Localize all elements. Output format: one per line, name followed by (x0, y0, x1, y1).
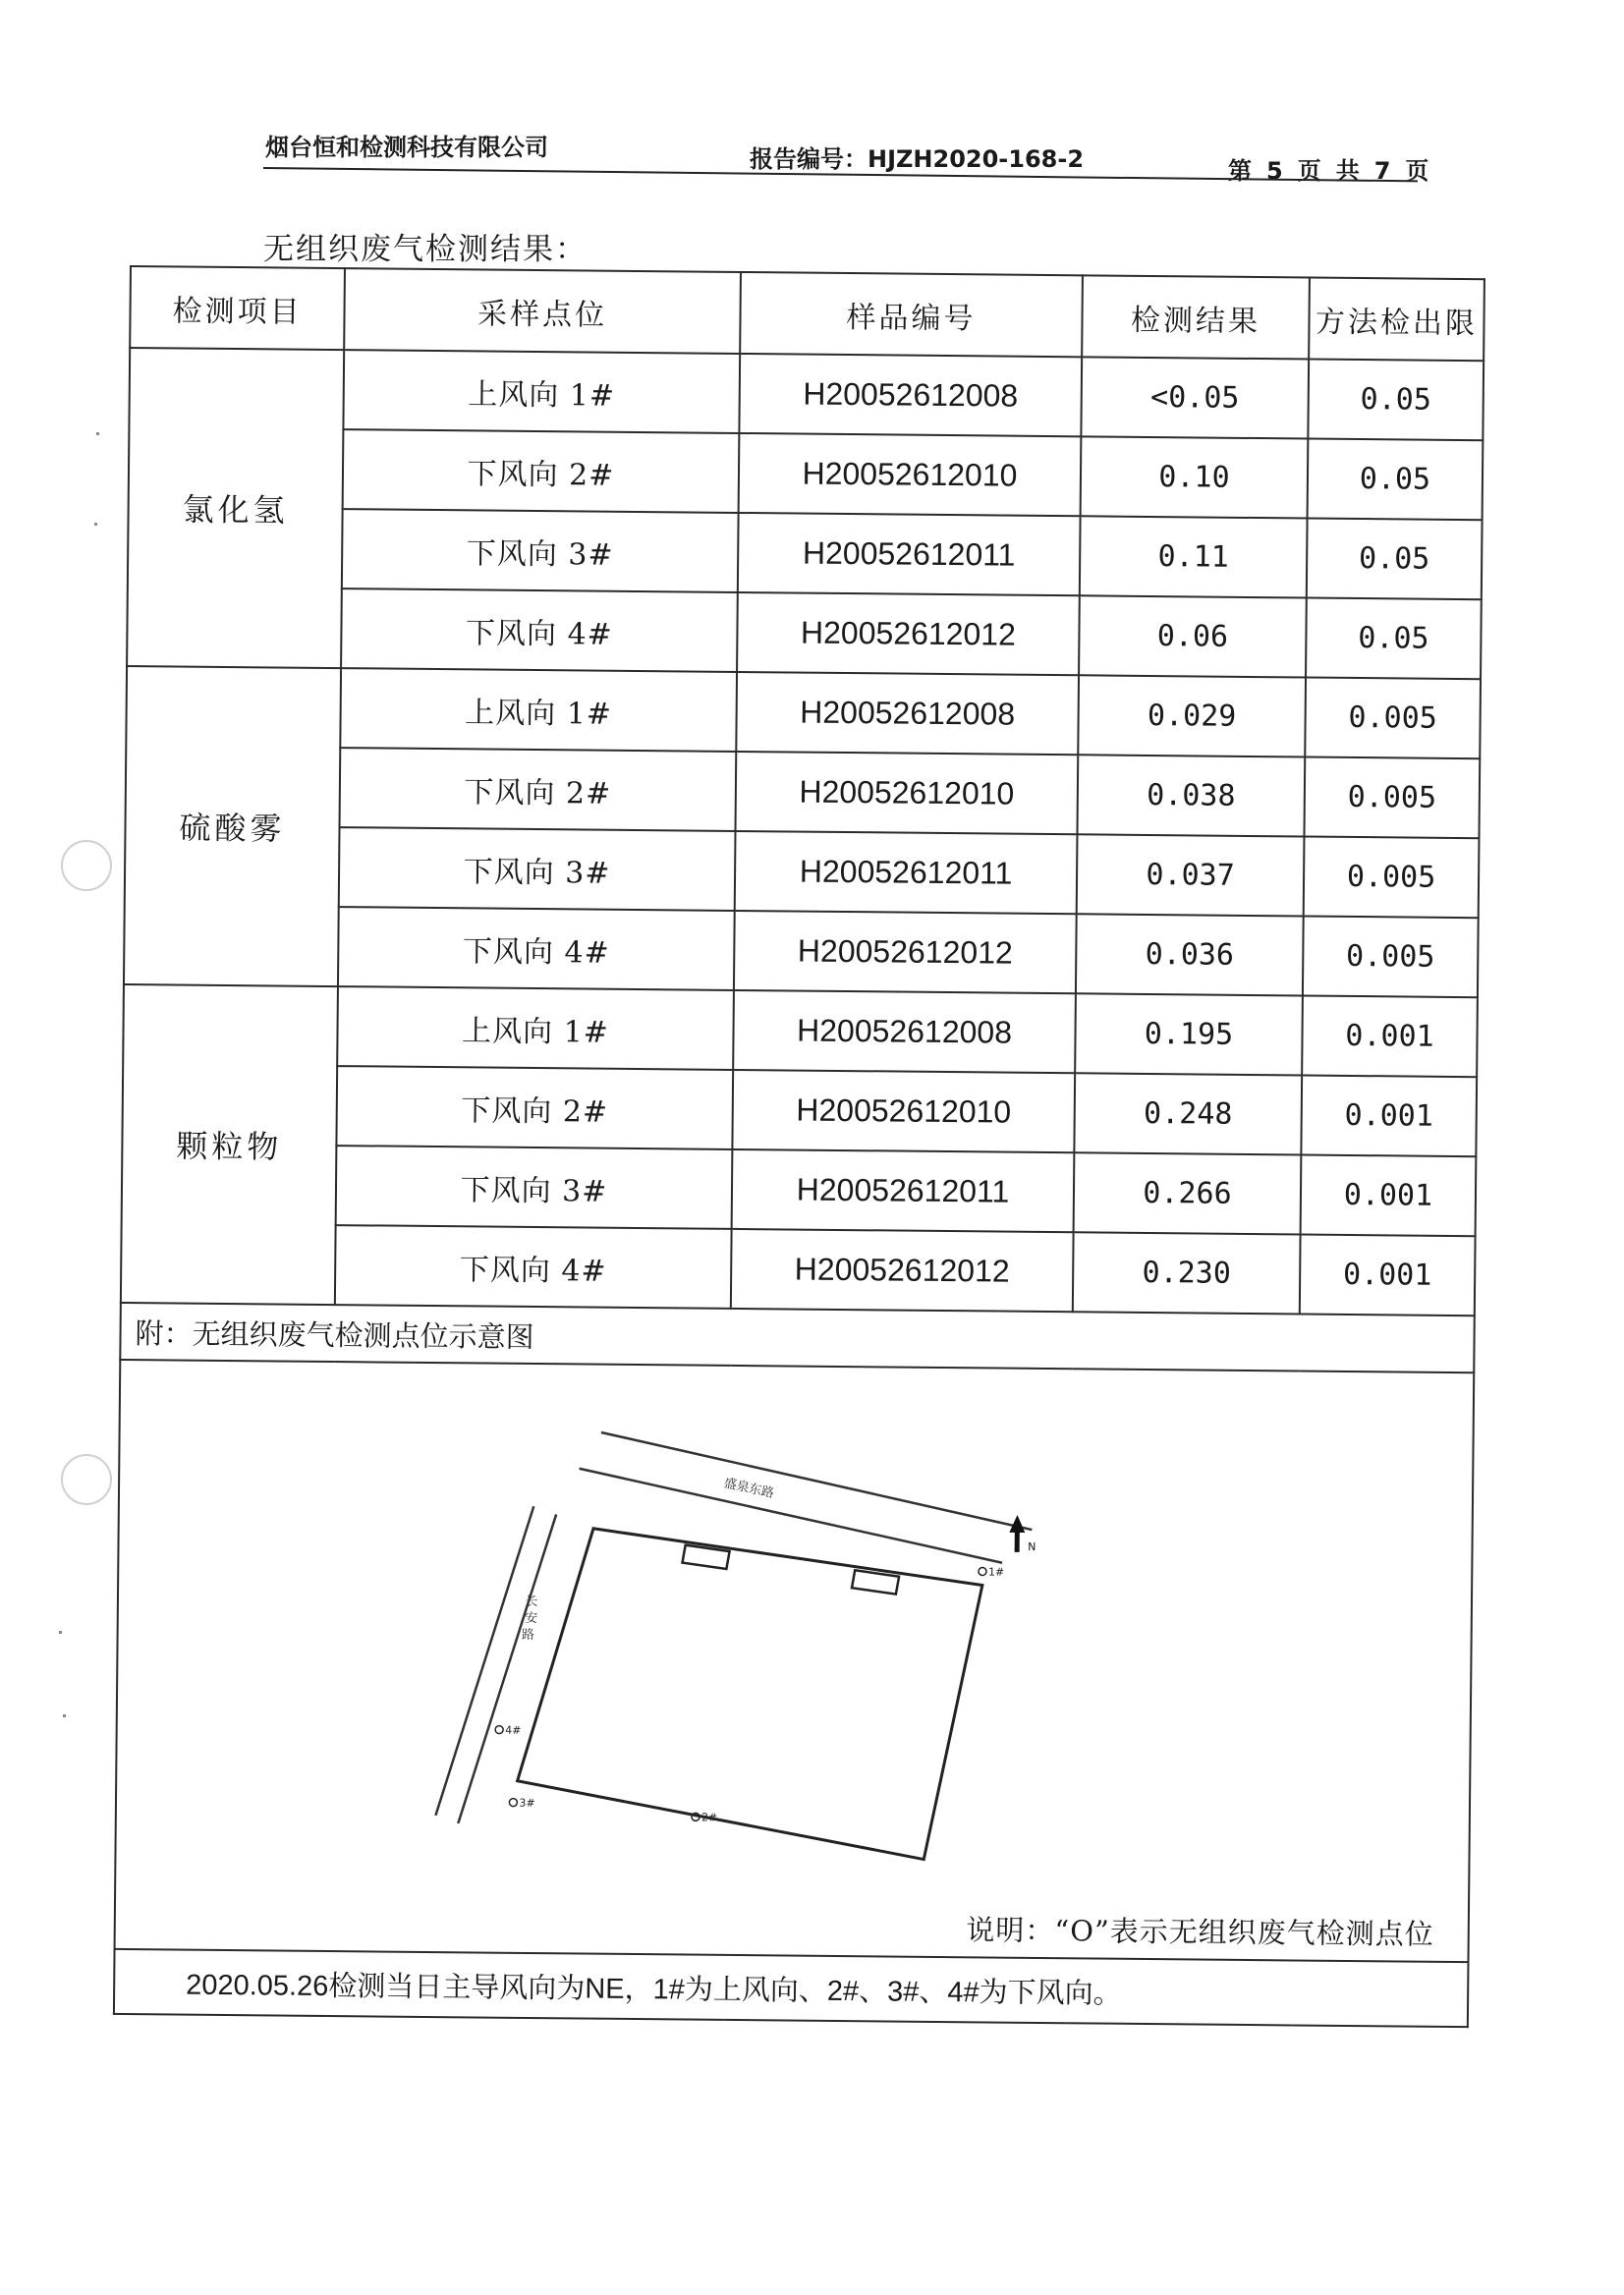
sampling-site-cell: 下风向 4# (341, 588, 738, 672)
punch-hole (61, 1454, 112, 1505)
report-number-label: 报告编号： (750, 145, 868, 173)
punch-hole (61, 840, 112, 891)
results-table (113, 265, 1485, 2028)
monitoring-point-label: 2# (700, 1811, 718, 1824)
sample-id-cell: H20052612008 (736, 672, 1079, 755)
table-row (129, 348, 1484, 440)
result-cell: 0.036 (1076, 914, 1304, 995)
page-label-3: 共 (1335, 157, 1363, 185)
column-header: 检测项目 (130, 266, 345, 350)
scan-speck (96, 432, 99, 435)
road-edge (435, 1505, 533, 1816)
map-cell (115, 1360, 1475, 1962)
sampling-site-cell: 下风向 2# (336, 1066, 733, 1149)
result-cell: 0.029 (1078, 675, 1306, 756)
result-cell: 0.248 (1074, 1073, 1302, 1154)
road-edge (458, 1514, 556, 1824)
detection-limit-cell: 0.005 (1304, 757, 1480, 839)
test-item-cell: 颗粒物 (121, 984, 338, 1305)
sampling-site-cell: 上风向 1# (337, 986, 734, 1070)
road-edge (579, 1469, 1003, 1563)
detection-limit-cell: 0.05 (1307, 519, 1483, 600)
sample-id-cell: H20052612012 (731, 1229, 1074, 1312)
sample-id-cell: H20052612011 (738, 513, 1081, 595)
monitoring-point-label: 4# (505, 1723, 522, 1737)
detection-limit-cell: 0.001 (1301, 1075, 1477, 1156)
page-current: 5 (1266, 157, 1286, 185)
table-row (126, 666, 1481, 758)
detection-limit-cell: 0.001 (1301, 1154, 1477, 1236)
north-arrow-icon (1009, 1515, 1025, 1533)
scan-speck (59, 1631, 62, 1634)
column-header: 检测结果 (1082, 275, 1310, 359)
north-label: N (1028, 1540, 1036, 1554)
sampling-site-cell: 下风向 2# (340, 748, 737, 831)
detection-limit-cell: 0.05 (1308, 439, 1484, 521)
table-row (123, 984, 1478, 1077)
sample-id-cell: H20052612011 (732, 1149, 1075, 1232)
sample-id-cell: H20052612010 (732, 1070, 1075, 1152)
result-cell: 0.10 (1081, 436, 1309, 518)
scan-speck (94, 523, 97, 526)
test-item-cell: 硫酸雾 (124, 666, 341, 986)
sampling-site-cell: 下风向 3# (342, 509, 739, 592)
page-total: 7 (1373, 157, 1394, 185)
result-cell: 0.230 (1073, 1232, 1301, 1314)
wind-direction-note: 2020.05.26检测当日主导风向为NE，1#为上风向、2#、3#、4#为下风向。 (114, 1949, 1469, 2027)
detection-limit-cell: 0.001 (1300, 1234, 1476, 1315)
column-header: 样品编号 (740, 272, 1083, 357)
sample-id-cell: H20052612008 (739, 354, 1082, 436)
sample-id-cell: H20052612008 (733, 990, 1076, 1073)
monitoring-point-icon (979, 1567, 986, 1575)
site-map-svg (116, 1361, 1474, 1961)
page-label-1: 第 (1228, 157, 1255, 185)
result-cell: <0.05 (1081, 357, 1309, 438)
note-row (114, 1949, 1469, 2027)
sampling-site-cell: 上风向 1# (340, 668, 737, 752)
result-cell: 0.038 (1077, 755, 1305, 836)
sample-id-cell: H20052612012 (734, 911, 1077, 993)
sample-id-cell: H20052612010 (735, 752, 1078, 834)
page-label-2: 页 (1297, 157, 1324, 185)
sample-id-cell: H20052612011 (735, 831, 1078, 914)
result-cell: 0.037 (1077, 834, 1305, 916)
map-row (115, 1360, 1475, 1962)
road-label-left-2: 安 (525, 1610, 538, 1627)
result-cell: 0.195 (1075, 993, 1303, 1075)
report-number (750, 140, 1084, 174)
attachment-label: 附：无组织废气检测点位示意图 (120, 1303, 1474, 1372)
sample-id-cell: H20052612010 (739, 433, 1082, 516)
road-label-left-1: 长 (525, 1595, 538, 1610)
column-header: 方法检出限 (1309, 278, 1484, 362)
detection-limit-cell: 0.005 (1305, 678, 1481, 759)
sampling-site-cell: 下风向 3# (336, 1146, 733, 1229)
table-body (114, 348, 1484, 2027)
result-cell: 0.266 (1074, 1152, 1302, 1234)
test-item-cell: 氯化氢 (127, 348, 344, 668)
report-number-value: HJZH2020-168-2 (868, 145, 1085, 173)
column-header: 采样点位 (344, 268, 741, 354)
sampling-site-cell: 上风向 1# (343, 350, 740, 433)
result-cell: 0.06 (1079, 595, 1307, 677)
monitoring-point-icon (495, 1726, 503, 1734)
monitoring-site-map (116, 1361, 1474, 1961)
company-name: 烟台恒和检测科技有限公司 (265, 134, 548, 161)
monitoring-point-icon (509, 1799, 517, 1807)
detection-limit-cell: 0.05 (1308, 360, 1484, 441)
detection-limit-cell: 0.005 (1304, 837, 1480, 919)
sampling-site-cell: 下风向 2# (343, 429, 740, 513)
road-label-top: 盛泉东路 (722, 1476, 776, 1502)
map-legend: 说明：“O”表示无组织废气检测点位 (966, 1913, 1434, 1951)
detection-limit-cell: 0.005 (1303, 916, 1479, 997)
road-edge (600, 1432, 1033, 1530)
monitoring-point-label: 1# (987, 1565, 1005, 1579)
road-label-left-3: 路 (521, 1627, 535, 1644)
sampling-site-cell: 下风向 3# (339, 827, 736, 911)
building-box (852, 1570, 899, 1594)
sampling-site-cell: 下风向 4# (335, 1225, 732, 1309)
sample-id-cell: H20052612012 (737, 592, 1080, 675)
sampling-site-cell: 下风向 4# (338, 907, 735, 990)
result-cell: 0.11 (1080, 516, 1308, 597)
detection-limit-cell: 0.001 (1302, 995, 1478, 1077)
table-header-row (130, 266, 1484, 361)
scan-speck (63, 1714, 66, 1717)
detection-limit-cell: 0.05 (1306, 598, 1482, 680)
section-title: 无组织废气检测结果： (263, 232, 588, 267)
factory-boundary (517, 1528, 982, 1860)
monitoring-point-label: 3# (519, 1796, 535, 1810)
page-label-4: 页 (1405, 157, 1432, 185)
